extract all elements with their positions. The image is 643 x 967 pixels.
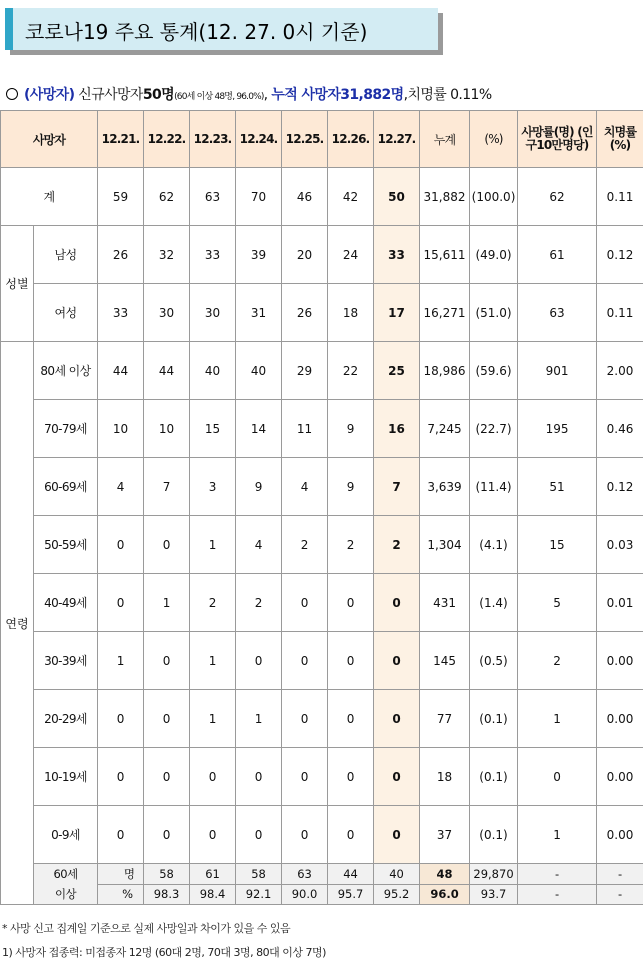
table-cell: 11 xyxy=(282,400,328,458)
table-cell: 4 xyxy=(98,458,144,516)
row-label: 계 xyxy=(1,168,98,226)
table-cell: 1 xyxy=(144,574,190,632)
table-cell: 1,304 xyxy=(420,516,470,574)
table-cell: 22 xyxy=(328,342,374,400)
table-cell: 31,882 xyxy=(420,168,470,226)
table-cell: 16 xyxy=(374,400,420,458)
summary-section: (사망자) xyxy=(24,87,75,103)
table-cell: 3 xyxy=(190,458,236,516)
table-cell: 195 xyxy=(518,400,597,458)
table-cell: 0 xyxy=(328,748,374,806)
table-cell: (4.1) xyxy=(470,516,518,574)
row-label: 70-79세 xyxy=(34,400,98,458)
table-cell: 63 xyxy=(282,864,328,885)
table-cell: 0 xyxy=(374,748,420,806)
table-cell: 40 xyxy=(236,342,282,400)
table-cell: 1 xyxy=(98,632,144,690)
table-cell: 2 xyxy=(328,516,374,574)
table-cell: 30 xyxy=(144,284,190,342)
table-row-female xyxy=(1,284,643,342)
table-cell: 31 xyxy=(236,284,282,342)
table-cell: 0 xyxy=(98,574,144,632)
table-cell: 77 xyxy=(420,690,470,748)
table-cell: (49.0) xyxy=(470,226,518,284)
table-cell: 29,870 xyxy=(470,864,518,885)
table-cell: 10 xyxy=(98,400,144,458)
table-cell: 145 xyxy=(420,632,470,690)
table-cell: 33 xyxy=(190,226,236,284)
table-cell: 0 xyxy=(282,806,328,864)
table-cell: 2 xyxy=(518,632,597,690)
table-cell: 61 xyxy=(518,226,597,284)
header-date: 12.23. xyxy=(190,111,236,168)
table-cell: - xyxy=(597,864,643,885)
table-cell: 62 xyxy=(518,168,597,226)
table-cell: 17 xyxy=(374,284,420,342)
table-cell: 95.7 xyxy=(328,884,374,905)
table-cell: 30 xyxy=(190,284,236,342)
row-label: 50-59세 xyxy=(34,516,98,574)
table-cell: 2.00 xyxy=(597,342,643,400)
table-cell: 0 xyxy=(144,516,190,574)
table-cell: 0 xyxy=(98,806,144,864)
table-cell: 40 xyxy=(190,342,236,400)
table-cell: 0 xyxy=(190,806,236,864)
table-cell: 7 xyxy=(144,458,190,516)
table-cell: 0 xyxy=(374,806,420,864)
table-cell: 0 xyxy=(518,748,597,806)
header-total: 누계 xyxy=(420,111,470,168)
table-row-age-0 xyxy=(1,806,643,864)
table-cell: 33 xyxy=(374,226,420,284)
row-label: 60-69세 xyxy=(34,458,98,516)
table-cell: 15 xyxy=(190,400,236,458)
circle-bullet-icon xyxy=(6,88,18,100)
table-cell: 9 xyxy=(328,458,374,516)
table-cell: (0.1) xyxy=(470,690,518,748)
table-cell: 15 xyxy=(518,516,597,574)
header-rate: 사망률(명) (인구10만명당) xyxy=(518,111,597,168)
table-cell: 0 xyxy=(144,632,190,690)
table-cell: 0 xyxy=(282,632,328,690)
table-cell: 58 xyxy=(236,864,282,885)
table-cell: 25 xyxy=(374,342,420,400)
table-cell: 48 xyxy=(420,864,470,885)
table-cell: 44 xyxy=(328,864,374,885)
table-cell: 0 xyxy=(374,632,420,690)
table-cell: 2 xyxy=(190,574,236,632)
table-cell: - xyxy=(518,864,597,885)
table-cell: 16,271 xyxy=(420,284,470,342)
table-cell: 0.12 xyxy=(597,458,643,516)
table-cell: 0.00 xyxy=(597,748,643,806)
table-cell: 5 xyxy=(518,574,597,632)
table-cell: 0.11 xyxy=(597,284,643,342)
table-cell: (100.0) xyxy=(470,168,518,226)
table-cell: (0.5) xyxy=(470,632,518,690)
table-row-age-50 xyxy=(1,516,643,574)
table-cell: (0.1) xyxy=(470,806,518,864)
table-cell: 7 xyxy=(374,458,420,516)
table-cell: 98.4 xyxy=(190,884,236,905)
table-cell: 0 xyxy=(236,632,282,690)
table-cell: 0 xyxy=(144,748,190,806)
table-cell: 70 xyxy=(236,168,282,226)
table-cell: 9 xyxy=(236,458,282,516)
row-label: 20-29세 xyxy=(34,690,98,748)
table-cell: 61 xyxy=(190,864,236,885)
header-date: 12.25. xyxy=(282,111,328,168)
row-label: 여성 xyxy=(34,284,98,342)
table-cell: 90.0 xyxy=(282,884,328,905)
table-cell: (1.4) xyxy=(470,574,518,632)
table-cell: 0 xyxy=(328,806,374,864)
table-cell: 63 xyxy=(190,168,236,226)
table-cell: 20 xyxy=(282,226,328,284)
table-cell: - xyxy=(597,884,643,905)
table-cell: 37 xyxy=(420,806,470,864)
table-cell: 29 xyxy=(282,342,328,400)
table-cell: 2 xyxy=(374,516,420,574)
table-cell: (22.7) xyxy=(470,400,518,458)
table-cell: 2 xyxy=(236,574,282,632)
table-cell: 18 xyxy=(328,284,374,342)
table-cell: 18 xyxy=(420,748,470,806)
table-row-60plus-count xyxy=(1,864,643,885)
summary-cumulative-label: 누적 사망자 xyxy=(271,87,341,103)
table-cell: 0 xyxy=(190,748,236,806)
table-cell: 18,986 xyxy=(420,342,470,400)
table-cell: 24 xyxy=(328,226,374,284)
table-cell: 51 xyxy=(518,458,597,516)
table-row-age-30 xyxy=(1,632,643,690)
table-row-total xyxy=(1,168,643,226)
table-cell: 0 xyxy=(144,806,190,864)
table-cell: 50 xyxy=(374,168,420,226)
summary-line xyxy=(4,84,640,108)
table-cell: 4 xyxy=(236,516,282,574)
sixty-plus-label xyxy=(34,864,98,905)
title-box xyxy=(5,8,438,50)
summary-cumulative: 31,882명 xyxy=(340,87,404,103)
table-row-age-10 xyxy=(1,748,643,806)
death-stats-table xyxy=(0,110,643,905)
table-cell: 62 xyxy=(144,168,190,226)
summary-text: 신규사망자 xyxy=(78,87,143,103)
table-cell: 26 xyxy=(282,284,328,342)
table-cell: 44 xyxy=(98,342,144,400)
page-title: 코로나19 주요 통계(12. 27. 0시 기준) xyxy=(25,20,368,44)
table-cell: - xyxy=(518,884,597,905)
table-cell: 0 xyxy=(328,690,374,748)
table-cell: 59 xyxy=(98,168,144,226)
table-cell: 0 xyxy=(328,632,374,690)
group-label-sex: 성별 xyxy=(1,226,34,342)
row-label: 40-49세 xyxy=(34,574,98,632)
table-cell: 63 xyxy=(518,284,597,342)
table-cell: 0 xyxy=(282,748,328,806)
summary-separator: , xyxy=(263,87,268,103)
row-label: 남성 xyxy=(34,226,98,284)
row-label: 30-39세 xyxy=(34,632,98,690)
table-cell: 0 xyxy=(236,806,282,864)
table-cell: 0 xyxy=(144,690,190,748)
header-date: 12.27. xyxy=(374,111,420,168)
table-cell: 42 xyxy=(328,168,374,226)
row-label: 10-19세 xyxy=(34,748,98,806)
table-cell: 32 xyxy=(144,226,190,284)
table-cell: 46 xyxy=(282,168,328,226)
table-cell: 33 xyxy=(98,284,144,342)
table-cell: 95.2 xyxy=(374,884,420,905)
table-row-60plus-pct xyxy=(1,884,643,905)
table-cell: 15,611 xyxy=(420,226,470,284)
table-cell: 14 xyxy=(236,400,282,458)
table-cell: 92.1 xyxy=(236,884,282,905)
footnote-1: * 사망 신고 집계일 기준으로 실제 사망일과 차이가 있을 수 있음 xyxy=(2,922,291,935)
table-cell: 0 xyxy=(98,516,144,574)
table-cell: 0.03 xyxy=(597,516,643,574)
table-row-age-40 xyxy=(1,574,643,632)
row-label: 80세 이상 xyxy=(34,342,98,400)
table-cell: 7,245 xyxy=(420,400,470,458)
table-cell: 0 xyxy=(98,690,144,748)
table-row-age-70 xyxy=(1,400,643,458)
table-cell: 0.46 xyxy=(597,400,643,458)
table-cell: 0 xyxy=(328,574,374,632)
table-cell: 39 xyxy=(236,226,282,284)
table-cell: 98.3 xyxy=(144,884,190,905)
table-cell: 93.7 xyxy=(470,884,518,905)
table-cell: 2 xyxy=(282,516,328,574)
table-cell: 10 xyxy=(144,400,190,458)
table-cell: 58 xyxy=(144,864,190,885)
table-cell: 0.01 xyxy=(597,574,643,632)
sixty-plus-label-a: 60세 xyxy=(53,867,78,881)
sixty-plus-label-b: 이상 xyxy=(54,887,77,901)
summary-new-detail: (60세 이상 48명, 96.0%) xyxy=(174,92,264,102)
table-cell: 26 xyxy=(98,226,144,284)
table-cell: 431 xyxy=(420,574,470,632)
table-cell: (11.4) xyxy=(470,458,518,516)
table-cell: (59.6) xyxy=(470,342,518,400)
header-date: 12.22. xyxy=(144,111,190,168)
table-row-age-20 xyxy=(1,690,643,748)
row-label: 0-9세 xyxy=(34,806,98,864)
header-row xyxy=(1,111,643,168)
table-cell: 1 xyxy=(518,806,597,864)
table-cell: 0.00 xyxy=(597,806,643,864)
table-row-age-60 xyxy=(1,458,643,516)
table-row-male xyxy=(1,226,643,284)
header-cfr: 치명률 (%) xyxy=(597,111,643,168)
table-cell: 0 xyxy=(98,748,144,806)
summary-cfr: ,치명률 0.11% xyxy=(403,87,492,103)
row-label: 명 xyxy=(98,864,144,885)
table-cell: 1 xyxy=(190,690,236,748)
table-cell: 4 xyxy=(282,458,328,516)
table-cell: 44 xyxy=(144,342,190,400)
table-cell: 0 xyxy=(282,574,328,632)
table-cell: 1 xyxy=(236,690,282,748)
header-pct: (%) xyxy=(470,111,518,168)
header-date: 12.26. xyxy=(328,111,374,168)
row-label: % xyxy=(98,884,144,905)
table-cell: 0 xyxy=(282,690,328,748)
table-cell: 0.12 xyxy=(597,226,643,284)
table-cell: 1 xyxy=(190,632,236,690)
summary-new-deaths: 50명 xyxy=(142,87,175,103)
header-date: 12.24. xyxy=(236,111,282,168)
table-cell: 9 xyxy=(328,400,374,458)
table-cell: (51.0) xyxy=(470,284,518,342)
table-row-age-80 xyxy=(1,342,643,400)
header-date: 12.21. xyxy=(98,111,144,168)
table-cell: 40 xyxy=(374,864,420,885)
table-cell: 96.0 xyxy=(420,884,470,905)
table-cell: 0 xyxy=(236,748,282,806)
header-category: 사망자 xyxy=(1,111,98,168)
table-cell: 1 xyxy=(518,690,597,748)
table-cell: 0.00 xyxy=(597,632,643,690)
table-cell: (0.1) xyxy=(470,748,518,806)
table-cell: 3,639 xyxy=(420,458,470,516)
table-cell: 1 xyxy=(190,516,236,574)
table-cell: 0 xyxy=(374,574,420,632)
footnote-2: 1) 사망자 접종력: 미접종자 12명 (60대 2명, 70대 3명, 80대 이상 7명) xyxy=(2,946,326,959)
table-cell: 0.11 xyxy=(597,168,643,226)
group-label-age: 연령 xyxy=(1,342,34,905)
table-cell: 0 xyxy=(374,690,420,748)
table-cell: 901 xyxy=(518,342,597,400)
table-cell: 0.00 xyxy=(597,690,643,748)
